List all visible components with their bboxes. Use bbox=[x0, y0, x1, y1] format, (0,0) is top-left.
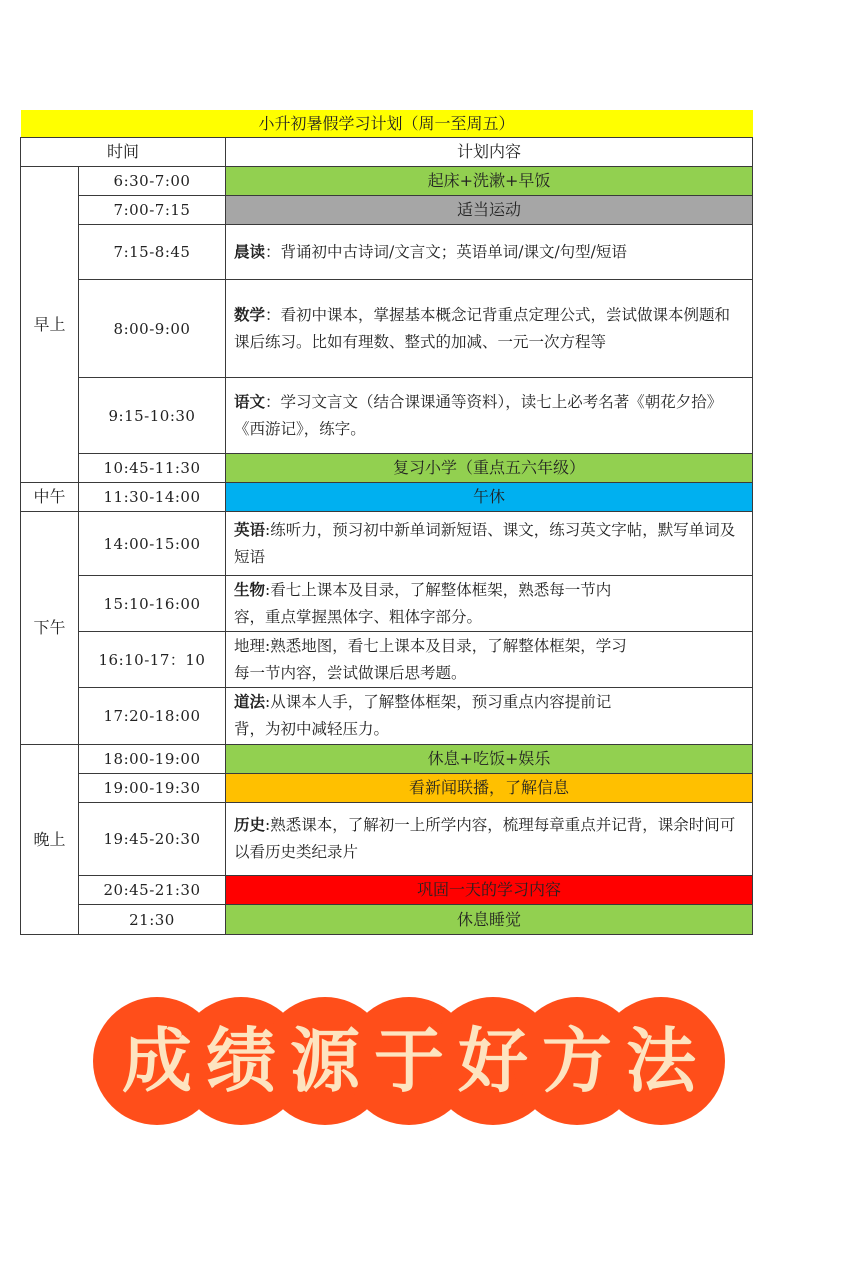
plan-cell-geography bbox=[226, 632, 753, 688]
plan-cell-english bbox=[226, 512, 753, 576]
time-cell: 19:00-19:30 bbox=[79, 774, 226, 803]
header-time: 时间 bbox=[21, 138, 226, 167]
plan-cell-news: 看新闻联播，了解信息 bbox=[226, 774, 753, 803]
subject-label: 生物 bbox=[234, 580, 266, 599]
subject-label: 英语 bbox=[234, 520, 266, 539]
plan-cell-biology bbox=[226, 576, 753, 632]
time-cell: 10:45-11:30 bbox=[79, 454, 226, 483]
plan-text: ：背诵初中古诗词/文言文；英语单词/课文/句型/短语 bbox=[265, 242, 627, 261]
slogan-char: 好 bbox=[458, 1020, 528, 1102]
plan-cell-consolidate: 巩固一天的学习内容 bbox=[226, 876, 753, 905]
plan-cell-sleep: 休息睡觉 bbox=[226, 905, 753, 935]
plan-cell-math bbox=[226, 280, 753, 378]
period-morning: 早上 bbox=[21, 167, 79, 483]
plan-cell-morning-reading bbox=[226, 225, 753, 280]
period-noon: 中午 bbox=[21, 483, 79, 512]
subject-label: 历史 bbox=[234, 816, 266, 834]
time-cell: 21:30 bbox=[79, 905, 226, 935]
time-cell: 17:20-18:00 bbox=[79, 688, 226, 745]
slogan-banner bbox=[93, 997, 725, 1125]
period-afternoon: 下午 bbox=[21, 512, 79, 745]
header-content: 计划内容 bbox=[226, 138, 753, 167]
slogan-char: 于 bbox=[374, 1020, 444, 1102]
plan-cell-dinner: 休息+吃饭+娱乐 bbox=[226, 745, 753, 774]
plan-text: :练听力，预习初中新单词新短语、课文，练习英文字帖，默写单词及短语 bbox=[234, 520, 736, 566]
plan-cell-exercise: 适当运动 bbox=[226, 196, 753, 225]
time-cell: 20:45-21:30 bbox=[79, 876, 226, 905]
plan-cell-morality-law bbox=[226, 688, 753, 745]
plan-text: :熟悉课本，了解初一上所学内容，梳理每章重点并记背，课余时间可以看历史类纪录片 bbox=[234, 816, 736, 861]
time-cell: 15:10-16:00 bbox=[79, 576, 226, 632]
slogan-text bbox=[93, 997, 725, 1125]
subject-label: 语文 bbox=[234, 392, 266, 411]
slogan-char: 源 bbox=[290, 1020, 360, 1102]
time-cell: 18:00-19:00 bbox=[79, 745, 226, 774]
time-cell: 8:00-9:00 bbox=[79, 280, 226, 378]
plan-cell-nap: 午休 bbox=[226, 483, 753, 512]
subject-label: 晨读 bbox=[234, 242, 266, 261]
period-evening: 晚上 bbox=[21, 745, 79, 935]
table-title: 小升初暑假学习计划（周一至周五） bbox=[21, 110, 753, 138]
plan-cell-history bbox=[226, 803, 753, 876]
time-cell: 6:30-7:00 bbox=[79, 167, 226, 196]
time-cell: 19:45-20:30 bbox=[79, 803, 226, 876]
time-cell: 7:15-8:45 bbox=[79, 225, 226, 280]
study-plan-table bbox=[20, 110, 753, 935]
plan-text: :从课本人手，了解整体框架，预习重点内容提前记背，为初中减轻压力。 bbox=[234, 693, 612, 738]
subject-label: 数学 bbox=[234, 305, 266, 324]
plan-text: ：看初中课本，掌握基本概念记背重点定理公式，尝试做课本例题和课后练习。比如有理数、整式的加减、一元一次方程等 bbox=[234, 305, 731, 351]
plan-text: 地理:熟悉地图，看七上课本及目录，了解整体框架，学习每一节内容，尝试做课后思考题。 bbox=[234, 636, 627, 682]
time-cell: 14:00-15:00 bbox=[79, 512, 226, 576]
plan-cell-chinese bbox=[226, 378, 753, 454]
plan-text: ：学习文言文（结合课课通等资料），读七上必考名著《朝花夕拾》《西游记》，练字。 bbox=[234, 392, 723, 438]
time-cell: 7:00-7:15 bbox=[79, 196, 226, 225]
slogan-char: 法 bbox=[626, 1020, 696, 1102]
time-cell: 11:30-14:00 bbox=[79, 483, 226, 512]
study-plan-sheet bbox=[20, 110, 752, 935]
slogan-char: 成 bbox=[122, 1020, 192, 1102]
plan-text: :看七上课本及目录，了解整体框架，熟悉每一节内容，重点掌握黑体字、粗体字部分。 bbox=[234, 580, 612, 626]
time-cell: 9:15-10:30 bbox=[79, 378, 226, 454]
time-cell: 16:10-17：10 bbox=[79, 632, 226, 688]
plan-cell-wakeup: 起床+洗漱+早饭 bbox=[226, 167, 753, 196]
plan-cell-review: 复习小学（重点五六年级） bbox=[226, 454, 753, 483]
subject-label: 道法 bbox=[234, 693, 266, 711]
slogan-char: 绩 bbox=[206, 1020, 276, 1102]
slogan-char: 方 bbox=[542, 1020, 612, 1102]
